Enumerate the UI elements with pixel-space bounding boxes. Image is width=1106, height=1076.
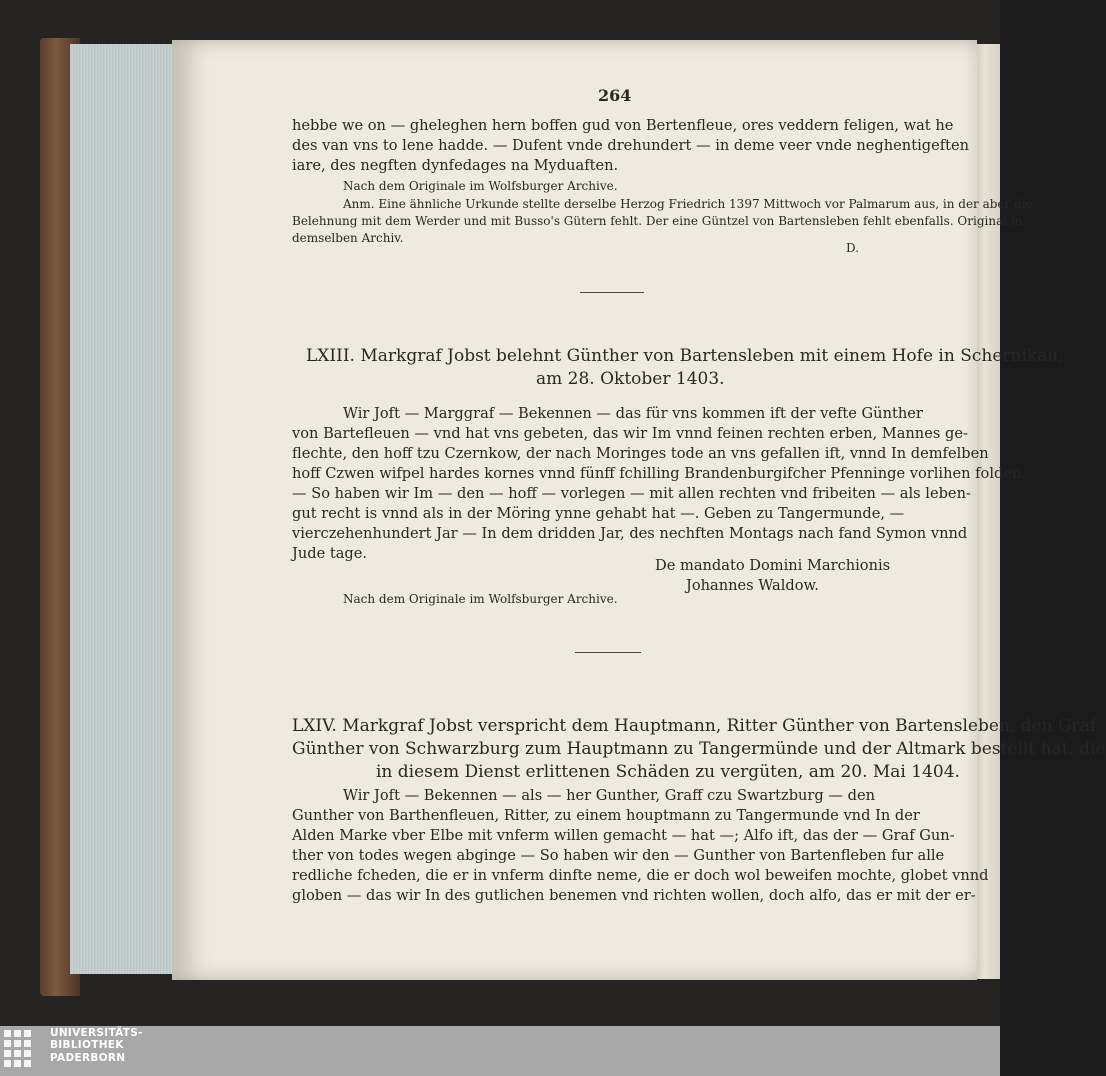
text-line: von Bartefleuen — vnd hat vns gebeten, das wir Im vnnd feinen rechten erben, Mannes ge- [292, 425, 968, 442]
text-line: Wir Joft — Bekennen — als — her Gunther, Graff czu Swartzburg — den [343, 787, 876, 804]
library-logo-text [50, 1027, 143, 1064]
annotation-line: Anm. Eine ähnliche Urkunde stellte derselbe Herzog Friedrich 1397 Mittwoch vor Palmarum aus, in der aber die [343, 197, 1033, 211]
logo-line: BIBLIOTHEK [50, 1039, 124, 1052]
document-heading: in diesem Dienst erlittenen Schäden zu vergüten, am 20. Mai 1404. [376, 762, 960, 782]
text-line: Alden Marke vber Elbe mit vnferm willen gemacht — hat —; Alfo ift, das der — Graf Gun- [292, 827, 955, 844]
signatory: Johannes Waldow. [686, 577, 819, 594]
text-line: globen — das wir In des gutlichen benemen vnd richten wollen, doch alfo, das er mit der er- [292, 887, 976, 904]
annotation-line: demselben Archiv. [292, 231, 404, 245]
page-number: 264 [598, 86, 632, 105]
text-line: redliche fcheden, die er in vnferm dinfte neme, die er doch wol beweifen mochte, globet vnnd [292, 867, 989, 884]
source-note: Nach dem Originale im Wolfsburger Archive. [343, 592, 618, 606]
text-line: des van vns to lene hadde. — Dufent vnde drehundert — in deme veer vnde neghentigeften [292, 137, 970, 154]
document-heading: LXIII. Markgraf Jobst belehnt Günther von Bartensleben mit einem Hofe in Schernikau, [306, 346, 1064, 366]
document-heading: Günther von Schwarzburg zum Hauptmann zu Tangermünde und der Altmark bestellt hat, die [292, 739, 1106, 759]
facing-page-edge [974, 44, 1000, 979]
separator-rule [580, 292, 644, 293]
text-line: — So haben wir Im — den — hoff — vorlegen — mit allen rechten vnd fribeiten — als leben- [292, 485, 971, 502]
annotation-line: Belehnung mit dem Werder und mit Busso's Gütern fehlt. Der eine Güntzel von Bartensleben fehlt ebenfalls. Original in [292, 214, 1023, 228]
text-line: Jude tage. [292, 545, 368, 562]
logo-line: UNIVERSITÄTS- [50, 1027, 143, 1039]
text-line: gut recht is vnnd als in der Möring ynne gehabt hat —. Geben zu Tangermunde, — [292, 505, 905, 522]
annotation-signature: D. [846, 241, 860, 255]
text-line: flechte, den hoff tzu Czernkow, der nach Moringes tode an vns gefallen ift, vnnd In demfelben [292, 445, 989, 462]
separator-rule [575, 652, 641, 653]
text-line: Gunther von Barthenfleuen, Ritter, zu einem houptmann zu Tangermunde vnd In der [292, 807, 920, 824]
source-note: Nach dem Originale im Wolfsburger Archive. [343, 179, 618, 193]
footer-bar [0, 1026, 1000, 1076]
text-line: hebbe we on — gheleghen hern boffen gud von Bertenfleue, ores veddern feligen, wat he [292, 117, 954, 134]
text-line: ther von todes wegen abginge — So haben wir den — Gunther von Bartenfleben fur alle [292, 847, 945, 864]
text-line: iare, des negften dynfedages na Myduaften. [292, 157, 619, 174]
text-line: vierczehenhundert Jar — In dem dridden Jar, des nechften Montags nach fand Symon vnnd [292, 525, 968, 542]
logo-line: PADERBORN [50, 1051, 126, 1064]
page-stack-edges [70, 44, 178, 974]
text-line: Wir Joft — Marggraf — Bekennen — das für vns kommen ift der vefte Günther [343, 405, 923, 422]
document-heading: LXIV. Markgraf Jobst verspricht dem Hauptmann, Ritter Günther von Bartensleben, den Graf [292, 716, 1097, 736]
mandate-line: De mandato Domini Marchionis [655, 557, 891, 574]
document-heading: am 28. Oktober 1403. [536, 369, 725, 389]
text-line: hoff Czwen wifpel hardes kornes vnnd fünff fchilling Brandenburgifcher Pfenninge vorlihen folden. [292, 465, 1027, 482]
library-logo-icon [4, 1030, 42, 1070]
